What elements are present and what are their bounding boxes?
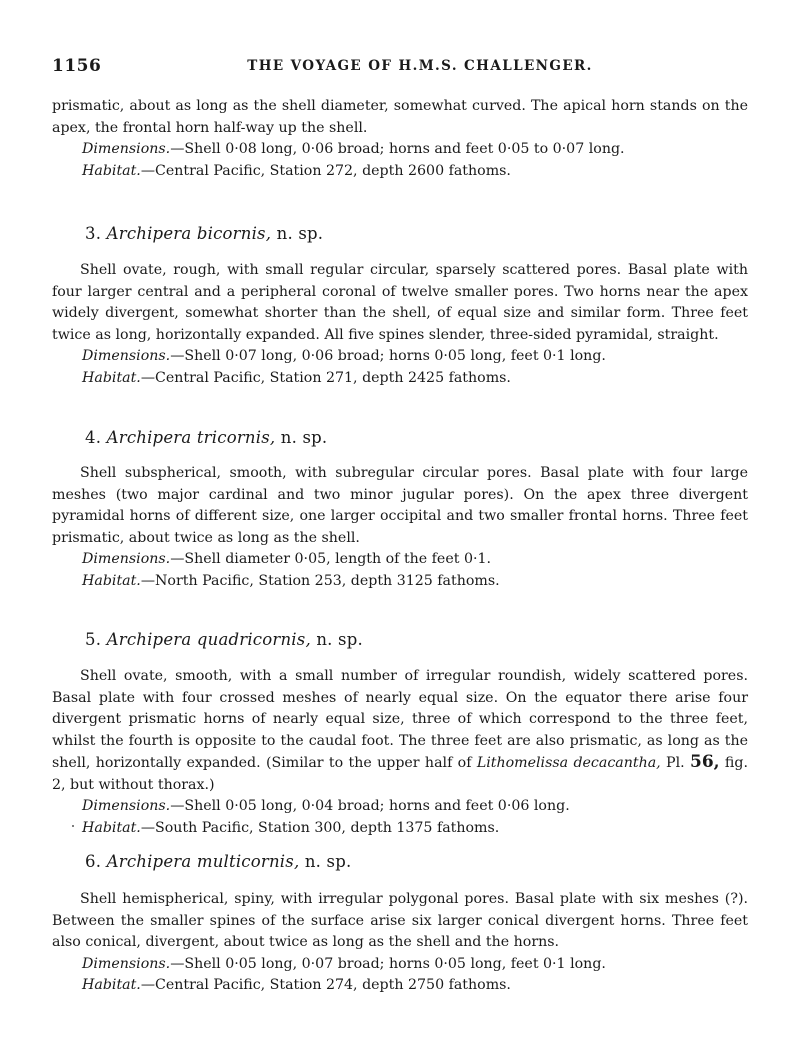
habitat-label: Habitat. <box>82 369 141 386</box>
habitat-text: —Central Pacific, Station 274, depth 2750 fathoms. <box>140 977 511 993</box>
habitat-label: Habitat. <box>82 162 141 179</box>
species-number: 6. <box>85 852 102 871</box>
continuation-block <box>52 96 748 182</box>
habitat-label: Habitat. <box>82 572 141 589</box>
dimensions-text: —Shell 0·05 long, 0·04 broad; horns and feet 0·06 long. <box>170 798 570 814</box>
description-text: Pl. <box>660 755 690 771</box>
continuation-text <box>52 96 748 139</box>
species-entry-3 <box>52 260 748 389</box>
species-number: 5. <box>85 630 102 649</box>
species-heading-4 <box>85 428 327 447</box>
continuation-line-1: prismatic, about as long as the shell diameter, somewhat curved. The apical horn stands on the <box>52 98 748 114</box>
species-suffix: n. sp. <box>304 852 352 871</box>
species-name: Archipera tricornis, <box>106 428 276 447</box>
species-description: Shell ovate, rough, with small regular circular, sparsely scattered pores. Basal plate with four larger central and a peripheral coronal of twelve smaller pores. Two horns near the apex widely divergent, somewhat shorter than the shell, of equal size and similar form. Three feet twice as long, horizontally expanded. All five spines slender, three-sided pyramidal, straight. <box>52 262 748 343</box>
species-heading-5 <box>85 630 363 649</box>
species-suffix: n. sp. <box>280 428 328 447</box>
species-heading-3 <box>85 224 323 243</box>
continuation-habitat <box>52 161 748 183</box>
species-dimensions <box>52 346 748 368</box>
species-number: 3. <box>85 224 102 243</box>
species-dimensions <box>52 954 748 976</box>
species-description <box>52 666 748 796</box>
species-name: Archipera multicornis, <box>106 852 300 871</box>
habitat-text: —Central Pacific, Station 271, depth 2425 fathoms. <box>140 369 511 386</box>
species-habitat <box>52 571 748 593</box>
page-header <box>52 56 748 78</box>
species-heading-6 <box>85 852 351 871</box>
description-text: fig. 2, but without thorax.) <box>52 755 748 793</box>
habitat-label: Habitat. <box>82 977 141 993</box>
habitat-text: —North Pacific, Station 253, depth 3125 fathoms. <box>140 572 500 589</box>
ink-speck <box>72 825 74 827</box>
continuation-dimensions <box>52 139 748 161</box>
running-title: THE VOYAGE OF H.M.S. CHALLENGER. <box>247 58 593 74</box>
dimensions-text: —Shell diameter 0·05, length of the feet 0·1. <box>170 551 492 567</box>
species-entry-4 <box>52 463 748 592</box>
species-suffix: n. sp. <box>316 630 363 649</box>
description-text: Shell ovate, smooth, with a small number of irregular roundish, widely scattered pores. Basal plate with four crossed meshes of nearly equal size. On the equator there arise four divergent prismatic horns of nearly equal size, three of which correspond to the three feet, whilst the fourth is opposite to the caudal foot. The three feet are also prismatic, as long as the shell, horizontally expanded. (Similar to the upper half of <box>52 668 748 771</box>
habitat-text: —Central Pacific, Station 272, depth 2600 fathoms. <box>140 162 511 179</box>
reference-species: Lithomelissa decacantha, <box>476 755 661 771</box>
species-entry-5 <box>52 666 748 839</box>
species-name: Archipera quadricornis, <box>106 630 311 649</box>
habitat-label: Habitat. <box>82 819 141 836</box>
dimensions-text: —Shell 0·07 long, 0·06 broad; horns 0·05 long, feet 0·1 long. <box>170 348 606 364</box>
species-habitat <box>52 368 748 390</box>
species-description: Shell hemispherical, spiny, with irregular polygonal pores. Basal plate with six meshes (?). Between the smaller spines of the surface arise six larger conical divergent horns. Three feet also conical, divergent, about twice as long as the shell and the horns. <box>52 891 748 950</box>
dimensions-label: Dimensions. <box>82 348 171 364</box>
dimensions-label: Dimensions. <box>82 798 171 814</box>
page-number: 1156 <box>52 56 102 76</box>
dimensions-text: —Shell 0·05 long, 0·07 broad; horns 0·05 long, feet 0·1 long. <box>170 955 606 972</box>
species-dimensions <box>52 549 748 571</box>
dimensions-label: Dimensions. <box>82 551 171 567</box>
species-number: 4. <box>85 428 102 447</box>
dimensions-label: Dimensions. <box>82 955 171 972</box>
species-name: Archipera bicornis, <box>106 224 272 243</box>
species-dimensions <box>52 796 748 818</box>
dimensions-label: Dimensions. <box>82 141 171 157</box>
species-description: Shell subspherical, smooth, with subregular circular pores. Basal plate with four large meshes (two major cardinal and two minor jugular pores). On the apex three divergent pyramidal horns of different size, one larger occipital and two smaller frontal horns. Three feet prismatic, about twice as long as the shell. <box>52 465 748 546</box>
species-entry-6 <box>52 889 748 997</box>
species-habitat <box>52 818 748 840</box>
plate-number: 56, <box>690 752 720 772</box>
dimensions-text: —Shell 0·08 long, 0·06 broad; horns and feet 0·05 to 0·07 long. <box>170 141 625 157</box>
habitat-text: —South Pacific, Station 300, depth 1375 fathoms. <box>140 819 500 836</box>
species-habitat <box>52 975 748 997</box>
continuation-line-2: apex, the frontal horn half-way up the shell. <box>52 119 368 136</box>
species-suffix: n. sp. <box>276 224 324 243</box>
